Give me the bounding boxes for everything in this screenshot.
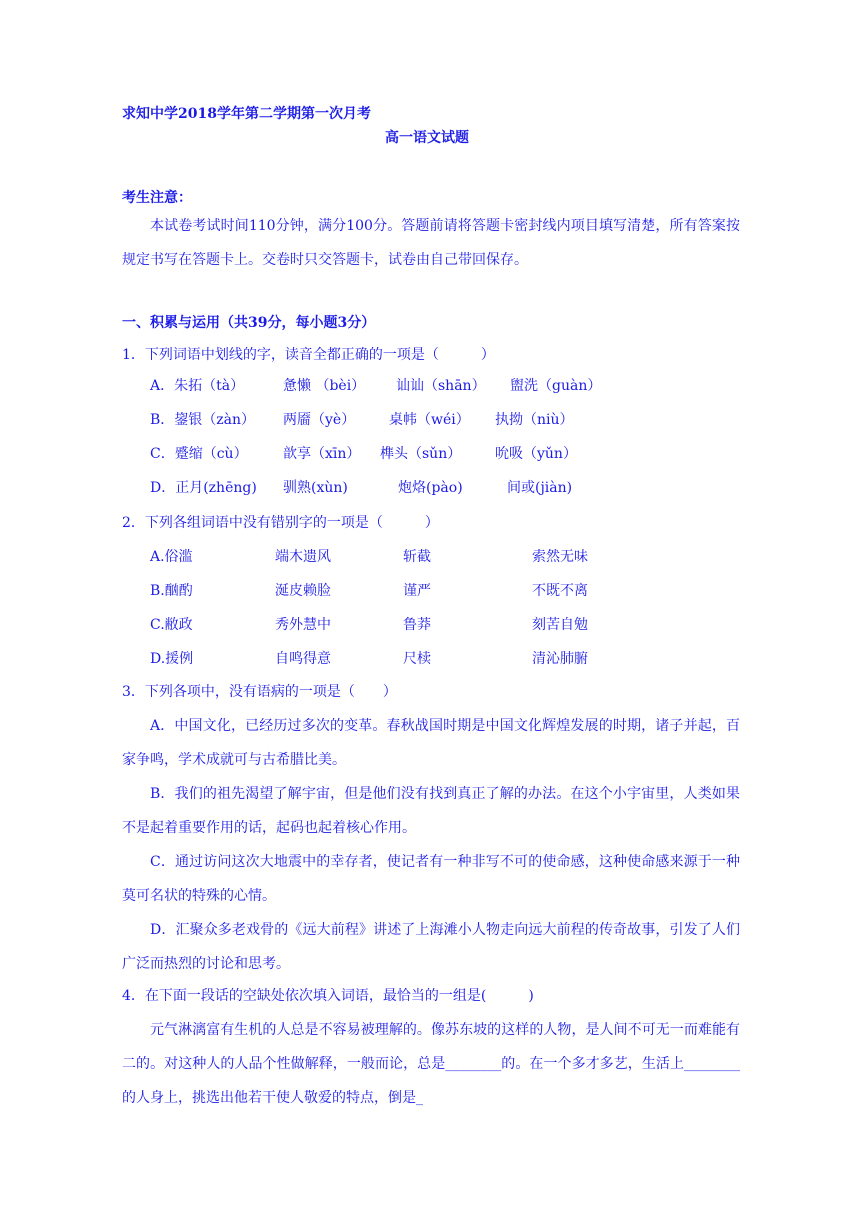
q4-blank-2: ________ <box>684 1056 741 1072</box>
q2-a-1: A.俗滥 <box>150 549 193 565</box>
q3-option-c: C．通过访问这次大地震中的幸存者，使记者有一种非写不可的使命感，这种使命感来源于一种莫可名状的特殊的心情。 <box>122 854 740 904</box>
q2-option-row-b <box>150 581 750 601</box>
q1-b-1: B．鋆银（zàn） <box>150 412 256 428</box>
q4-passage-part-2: 的。在一个多才多艺，生活上 <box>501 1056 685 1072</box>
q1-c-3: 榫头（sǔn） <box>380 446 462 462</box>
q4-passage-part-1: 元气淋漓富有生机的人总是不容易被理解的。像苏东坡的这样的人物，是人间不可无一而难能有二的。对这种人的人品个性做解释，一般而论，总是 <box>122 1022 740 1072</box>
q4-passage <box>122 1013 740 1115</box>
q1-a-3: 讪讪（shān） <box>396 378 486 394</box>
q2-b-3: 谨严 <box>403 583 431 599</box>
q2-b-2: 涎皮赖脸 <box>275 583 331 599</box>
q1-d-4: 间或(jiàn) <box>507 480 573 496</box>
section-heading: 一、积累与运用（共39分，每小题3分） <box>122 315 376 331</box>
q1-option-row-b <box>150 410 750 430</box>
page-title: 高一语文试题 <box>385 130 469 146</box>
q2-c-1: C.敝政 <box>150 617 193 633</box>
q2-b-4: 不既不离 <box>532 583 588 599</box>
q1-d-1: D．正月(zhēng) <box>150 480 257 496</box>
q1-d-2: 驯熟(xùn) <box>283 480 348 496</box>
q3-option-b: B．我们的祖先渴望了解宇宙，但是他们没有找到真正了解的办法。在这个小宇宙里，人类如果不是起着重要作用的话，起码也起着核心作用。 <box>122 786 740 836</box>
question-3-stem: 3．下列各项中，没有语病的一项是（ ） <box>122 684 397 700</box>
q1-c-4: 吮吸（yǔn） <box>495 446 577 462</box>
q2-a-2: 端木遗风 <box>275 549 331 565</box>
q2-option-row-d <box>150 649 750 669</box>
q3-option-d: D．汇聚众多老戏骨的《远大前程》讲述了上海滩小人物走向远大前程的传奇故事，引发了人们广泛而热烈的讨论和思考。 <box>122 922 740 972</box>
q2-d-4: 清沁肺腑 <box>532 651 588 667</box>
school-exam-line: 求知中学2018学年第二学期第一次月考 <box>122 106 371 122</box>
q2-b-1: B.酗酌 <box>150 583 193 599</box>
q2-d-1: D.援例 <box>150 651 194 667</box>
q1-b-4: 执拗（niù） <box>495 412 574 428</box>
q1-a-2: 惫懒 （bèi） <box>283 378 366 394</box>
q2-a-4: 索然无味 <box>532 549 588 565</box>
q1-option-row-a <box>150 376 750 396</box>
q1-option-row-d <box>150 478 750 498</box>
q1-a-4: 盥洗（guàn） <box>510 378 602 394</box>
q2-c-3: 鲁莽 <box>403 617 431 633</box>
q1-b-2: 两靥（yè） <box>283 412 356 428</box>
q4-blank-1: ________ <box>445 1056 502 1072</box>
q1-b-3: 桌帏（wéi） <box>389 412 470 428</box>
q2-d-3: 尺椟 <box>403 651 431 667</box>
q2-option-row-a <box>150 547 750 567</box>
q4-passage-part-3: 的人身上，挑选出他若干使人敬爱的特点，倒是_ <box>122 1090 423 1106</box>
q1-a-1: A．朱拓（tà） <box>150 378 245 394</box>
q2-a-3: 斩截 <box>403 549 431 565</box>
q1-option-row-c <box>150 444 750 464</box>
question-4-stem: 4．在下面一段话的空缺处依次填入词语，最恰当的一组是( ) <box>122 988 534 1004</box>
q1-c-2: 歆享（xīn） <box>283 446 361 462</box>
q1-d-3: 炮烙(pào) <box>398 480 463 496</box>
q2-option-row-c <box>150 615 750 635</box>
question-2-stem: 2．下列各组词语中没有错别字的一项是（ ） <box>122 515 439 531</box>
question-1-stem: 1．下列词语中划线的字，读音全都正确的一项是（ ） <box>122 347 495 363</box>
q2-c-2: 秀外慧中 <box>275 617 331 633</box>
q2-c-4: 刻苦自勉 <box>532 617 588 633</box>
notice-heading: 考生注意： <box>122 190 192 206</box>
notice-body: 本试卷考试时间110分钟，满分100分。答题前请将答题卡密封线内项目填写清楚，所有答案按规定书写在答题卡上。交卷时只交答题卡，试卷由自己带回保存。 <box>122 218 740 268</box>
q3-option-a: A．中国文化，已经历过多次的变革。春秋战国时期是中国文化辉煌发展的时期，诸子并起，百家争鸣，学术成就可与古希腊比美。 <box>122 718 740 768</box>
q2-d-2: 自鸣得意 <box>275 651 331 667</box>
q1-c-1: C．蹙缩（cù） <box>150 446 248 462</box>
